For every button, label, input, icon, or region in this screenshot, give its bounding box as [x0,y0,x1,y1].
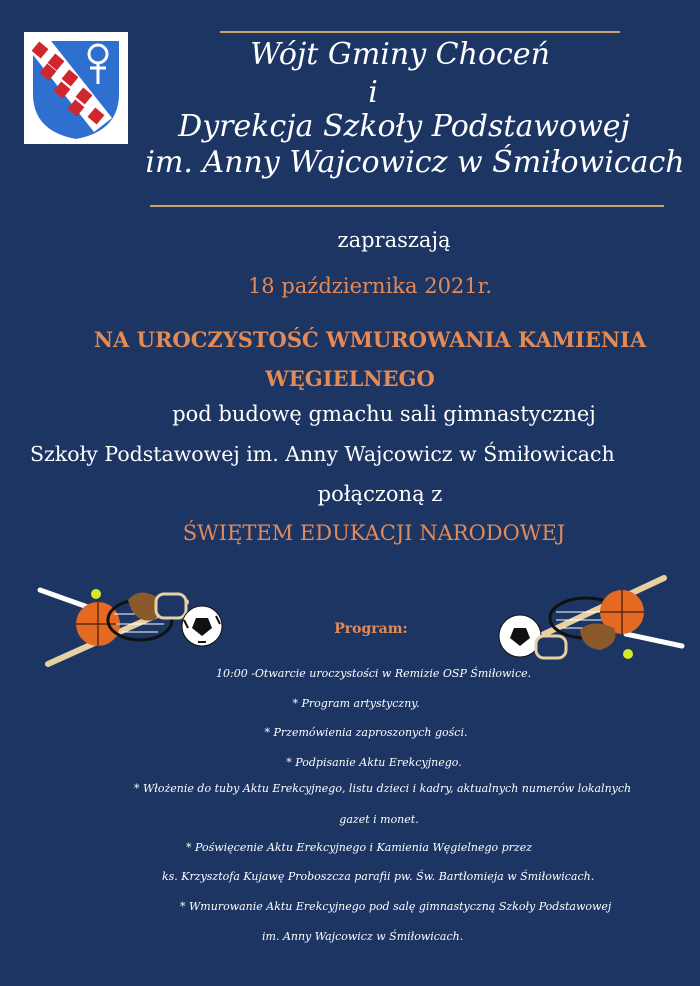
program-item: * Przemówienia zaproszonych gości. [264,726,468,739]
program-item: * Podpisanie Aktu Erekcyjnego. [286,756,462,769]
program-item: ks. Krzysztofa Kujawę Proboszcza parafii pw. Św. Bartłomieja w Śmiłowicach. [162,870,595,883]
header-school: im. Anny Wajcowicz w Śmiłowicach [145,145,685,180]
program-item: 10:00 -Otwarcie uroczystości w Remizie OSP Śmiłowice. [216,667,532,680]
program-item: * Program artystyczny. [292,697,420,710]
invite-verb: zapraszają [337,228,451,252]
header-conjunction: i [368,75,378,110]
program-item: im. Anny Wajcowicz w Śmiłowicach. [262,930,464,943]
program-item: * Włożenie do tuby Aktu Erekcyjnego, listu dzieci i kadry, aktualnych numerów lokalnych [134,782,632,795]
event-title-line1: NA UROCZYSTOŚĆ WMUROWANIA KAMIENIA [93,327,647,352]
header-directorate: Dyrekcja Szkoły Podstawowej [178,109,630,144]
sports-equipment-right-icon [496,572,686,662]
event-holiday: ŚWIĘTEM EDUKACJI NARODOWEJ [182,521,566,545]
bottom-divider [150,205,664,207]
top-divider [220,31,620,33]
program-item: * Poświęcenie Aktu Erekcyjnego i Kamienia Węgielnego przez [186,841,533,854]
event-date: 18 października 2021r. [247,274,493,298]
event-desc-line3: połączoną z [317,482,443,506]
event-desc-line2: Szkoły Podstawowej im. Anny Wajcowicz w Śmiłowicach [30,442,615,466]
program-heading: Program: [334,621,408,637]
program-item: gazet i monet. [339,813,419,826]
event-title-line2: WĘGIELNEGO [265,366,435,391]
program-item: * Wmurowanie Aktu Erekcyjnego pod salę gimnastyczną Szkoły Podstawowej [180,900,612,913]
event-desc-line1: pod budowę gmachu sali gimnastycznej [172,402,596,426]
header-mayor: Wójt Gminy Choceń [250,37,550,72]
